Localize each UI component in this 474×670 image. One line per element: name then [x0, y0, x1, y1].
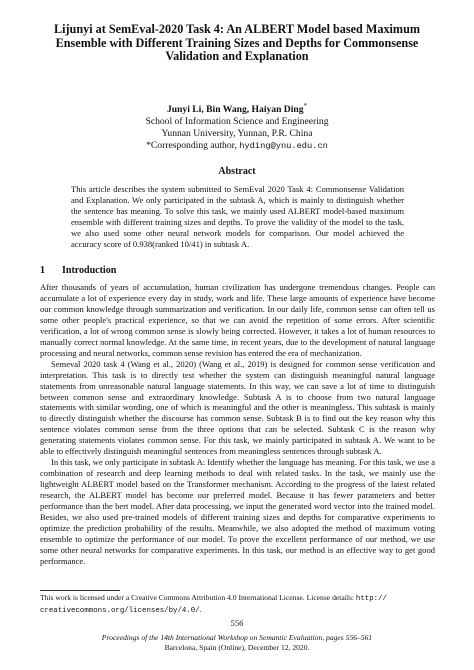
author-names-line — [40, 100, 434, 116]
license-url-part-2[interactable]: creativecommons.org/licenses/by/4.0/ — [40, 606, 200, 615]
footnote-rule — [40, 590, 120, 591]
title-line-3: Validation and Explanation — [165, 49, 309, 64]
section-heading — [40, 265, 116, 276]
author-email: hyding@ynu.edu.cn — [239, 141, 328, 152]
corresponding-mark: * — [303, 102, 308, 110]
proceedings-info — [0, 633, 474, 653]
proceedings-line-1: Proceedings of the 14th International Workshop on Semantic Evaluation, pages 556–561 — [101, 633, 373, 642]
introduction-body — [40, 282, 435, 567]
section-number: 1 — [40, 265, 45, 276]
corresponding-label: *Corresponding author, — [146, 140, 240, 152]
title-line-1: Lijunyi at SemEval-2020 Task 4: An ALBERT Model based Maximum — [53, 22, 421, 36]
license-text: This work is licensed under a Creative Commons Attribution 4.0 International License. License details: — [40, 593, 356, 602]
paragraph-3: In this task, we only participate in subtask A: Identify whether the language has meaning. For this task, we use a combination of research and deep learning methods to deal with related tasks. In the task, we mainly use the lightweight ALBERT model based on the Transformer mechanism. According to the progress of the latest related research, the ALBERT model has become our preferred model. Because it has fewer parameters and better performance than the bert model. After data processing, we input the generated word vector into the trained model. Besides, we also used pre-trained models of different training sizes and depths for comparative experiments to optimize the prediction probability of the results. Meanwhile, we also adopted the method of maximum voting ensemble to optimize the performance of our model. To prove the excellent performance of our method, we use some other neural networks for comparative experiments. In this task, our method is an effective way to get good performance. — [40, 457, 435, 566]
license-url-part-1[interactable]: http:// — [355, 595, 387, 603]
author-names: Junyi Li, Bin Wang, Haiyan Ding — [166, 104, 304, 116]
abstract-text: This article describes the system submitted to SemEval 2020 Task 4: Commonsense Validation and Explanation. We only participated in the subtask A, which is mainly to distinguish whether the sentence has meaning. To solve this task, we mainly used ALBERT model-based maximum ensemble with different training sizes and depths. To prove the validity of the model to the task, we also used some other neural network models for comparison. Our model achieved the accuracy score of 0.938(ranked 10/41) in subtask A. — [71, 184, 404, 250]
paragraph-1: After thousands of years of accumulation, human civilization has undergone tremendous changes. People can accumulate a lot of experience every day in study, work and life. These large amounts of experience have become our common knowledge through summarization and verification. In our daily life, common sense can often tell us some other people's practical experience, so that we can avoid the repetition of some errors. After scientific verification, a lot of wrong common sense is slowly being corrected. However, it takes a lot of human resources to manually correct normal knowledge. At the same time, in recent years, due to the development of natural language processing and neural networks, common sense revision has entered the era of mechanization. — [40, 282, 435, 358]
section-title: Introduction — [62, 265, 117, 276]
paragraph-2: Semeval 2020 task 4 (Wang et al., 2020) (Wang et al., 2019) is designed for common sense verification and interpretation. This task is to directly test whether the system can distinguish meaningful natural language statements from unreasonable natural language statements. In this way, we can save a lot of time to distinguish between common sense and extraordinary knowledge. Subtask A is to choose from two natural language statements with similar wording, one of which is meaningful and the other is meaningless. This subtask is mainly to directly distinguish whether the discourse has common sense. Subtask B is to find out the key reason why this sentence violates common sense from the three options that can be selected. Subtask C is the reason why generating statements violates common sense. For this task, we mainly participated in subtask A. We want to be able to effectively distinguish meaningful sentences from meaningless sentences through subtask A. — [40, 358, 435, 457]
page-number: 556 — [230, 618, 244, 628]
abstract-heading: Abstract — [218, 166, 256, 177]
paper-title — [40, 23, 434, 64]
title-line-2: Ensemble with Different Training Sizes and Depths for Commonsense — [55, 35, 419, 50]
corresponding-author-line — [40, 140, 434, 152]
author-block — [40, 100, 434, 152]
affiliation-line-1: School of Information Science and Engineering — [145, 116, 329, 128]
affiliation-line-2: Yunnan University, Yunnan, P.R. China — [161, 128, 313, 140]
proceedings-line-2: Barcelona, Spain (Online), December 12, 2020. — [164, 643, 310, 652]
license-end: . — [199, 604, 202, 614]
license-footnote — [40, 593, 435, 616]
